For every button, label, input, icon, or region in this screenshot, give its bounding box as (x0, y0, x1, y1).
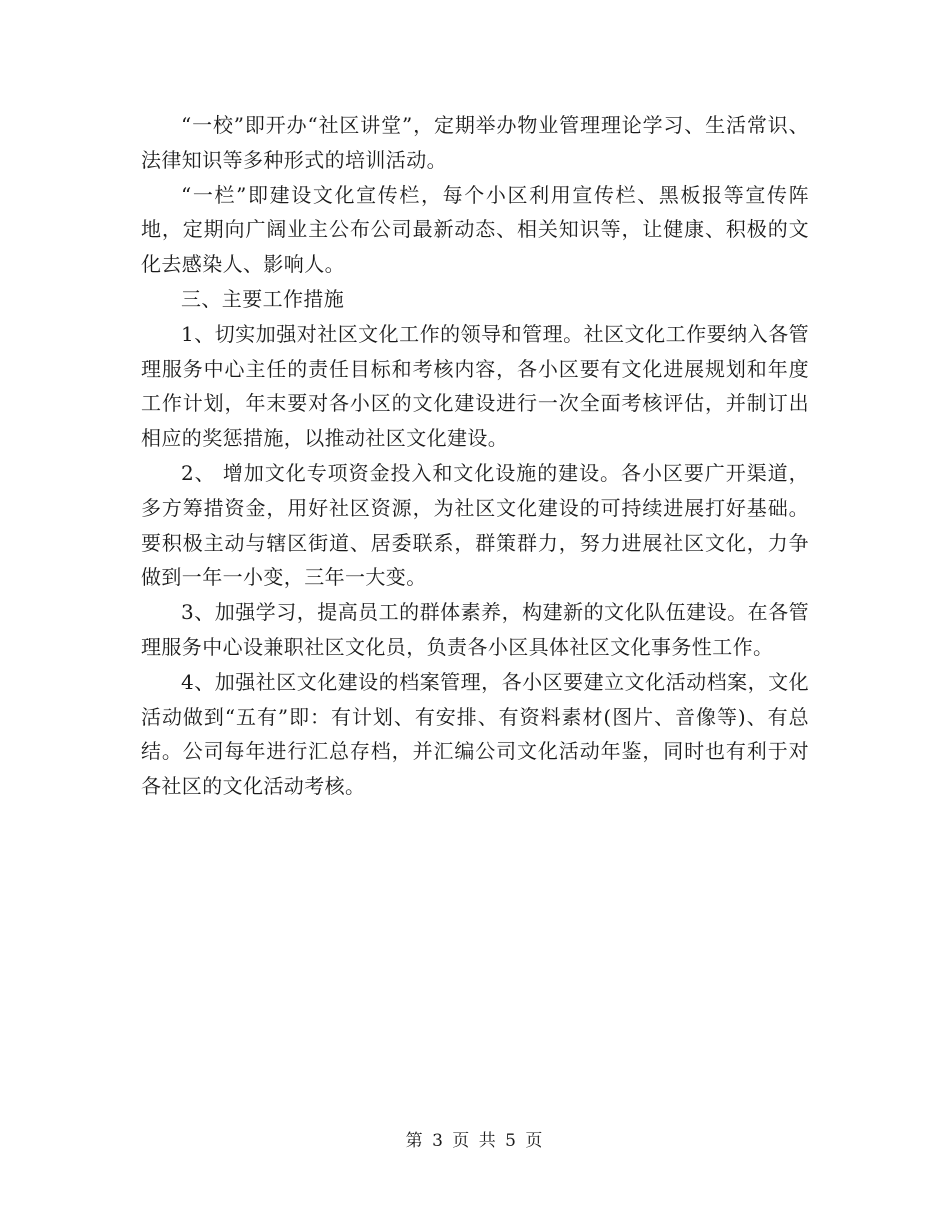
page-footer (0, 1126, 950, 1151)
page-number-label: 第 3 页 共 5 页 (405, 1131, 545, 1151)
paragraph-yilan: “一栏”即建设文化宣传栏，每个小区利用宣传栏、黑板报等宣传阵地，定期向广阔业主公布公司最新动态、相关知识等，让健康、积极的文化去感染人、影响人。 (141, 182, 809, 277)
section-heading-measures: 三、主要工作措施 (181, 286, 345, 311)
paragraph-measure-1: 1、切实加强对社区文化工作的领导和管理。社区文化工作要纳入各管理服务中心主任的责任目标和考核内容，各小区要有文化进展规划和年度工作计划，年末要对各小区的文化建设进行一次全面考核评估，并制订出相应的奖惩措施，以推动社区文化建设。 (141, 321, 809, 451)
document-body (141, 108, 809, 804)
paragraph-measure-3: 3、加强学习，提高员工的群体素养，构建新的文化队伍建设。在各管理服务中心设兼职社区文化员，负责各小区具体社区文化事务性工作。 (141, 600, 809, 659)
paragraph-measure-4: 4、加强社区文化建设的档案管理，各小区要建立文化活动档案，文化活动做到“五有”即：有计划、有安排、有资料素材(图片、音像等)、有总结。公司每年进行汇总存档，并汇编公司文化活动年鉴，同时也有利于对各社区的文化活动考核。 (141, 669, 809, 799)
paragraph-measure-2: 2、 增加文化专项资金投入和文化设施的建设。各小区要广开渠道，多方筹措资金，用好社区资源，为社区文化建设的可持续进展打好基础。要积极主动与辖区街道、居委联系，群策群力，努力进展社区文化，力争做到一年一小变，三年一大变。 (141, 460, 809, 590)
paragraph-yixiao: “一校”即开办“社区讲堂”，定期举办物业管理理论学习、生活常识、法律知识等多种形式的培训活动。 (141, 113, 809, 172)
